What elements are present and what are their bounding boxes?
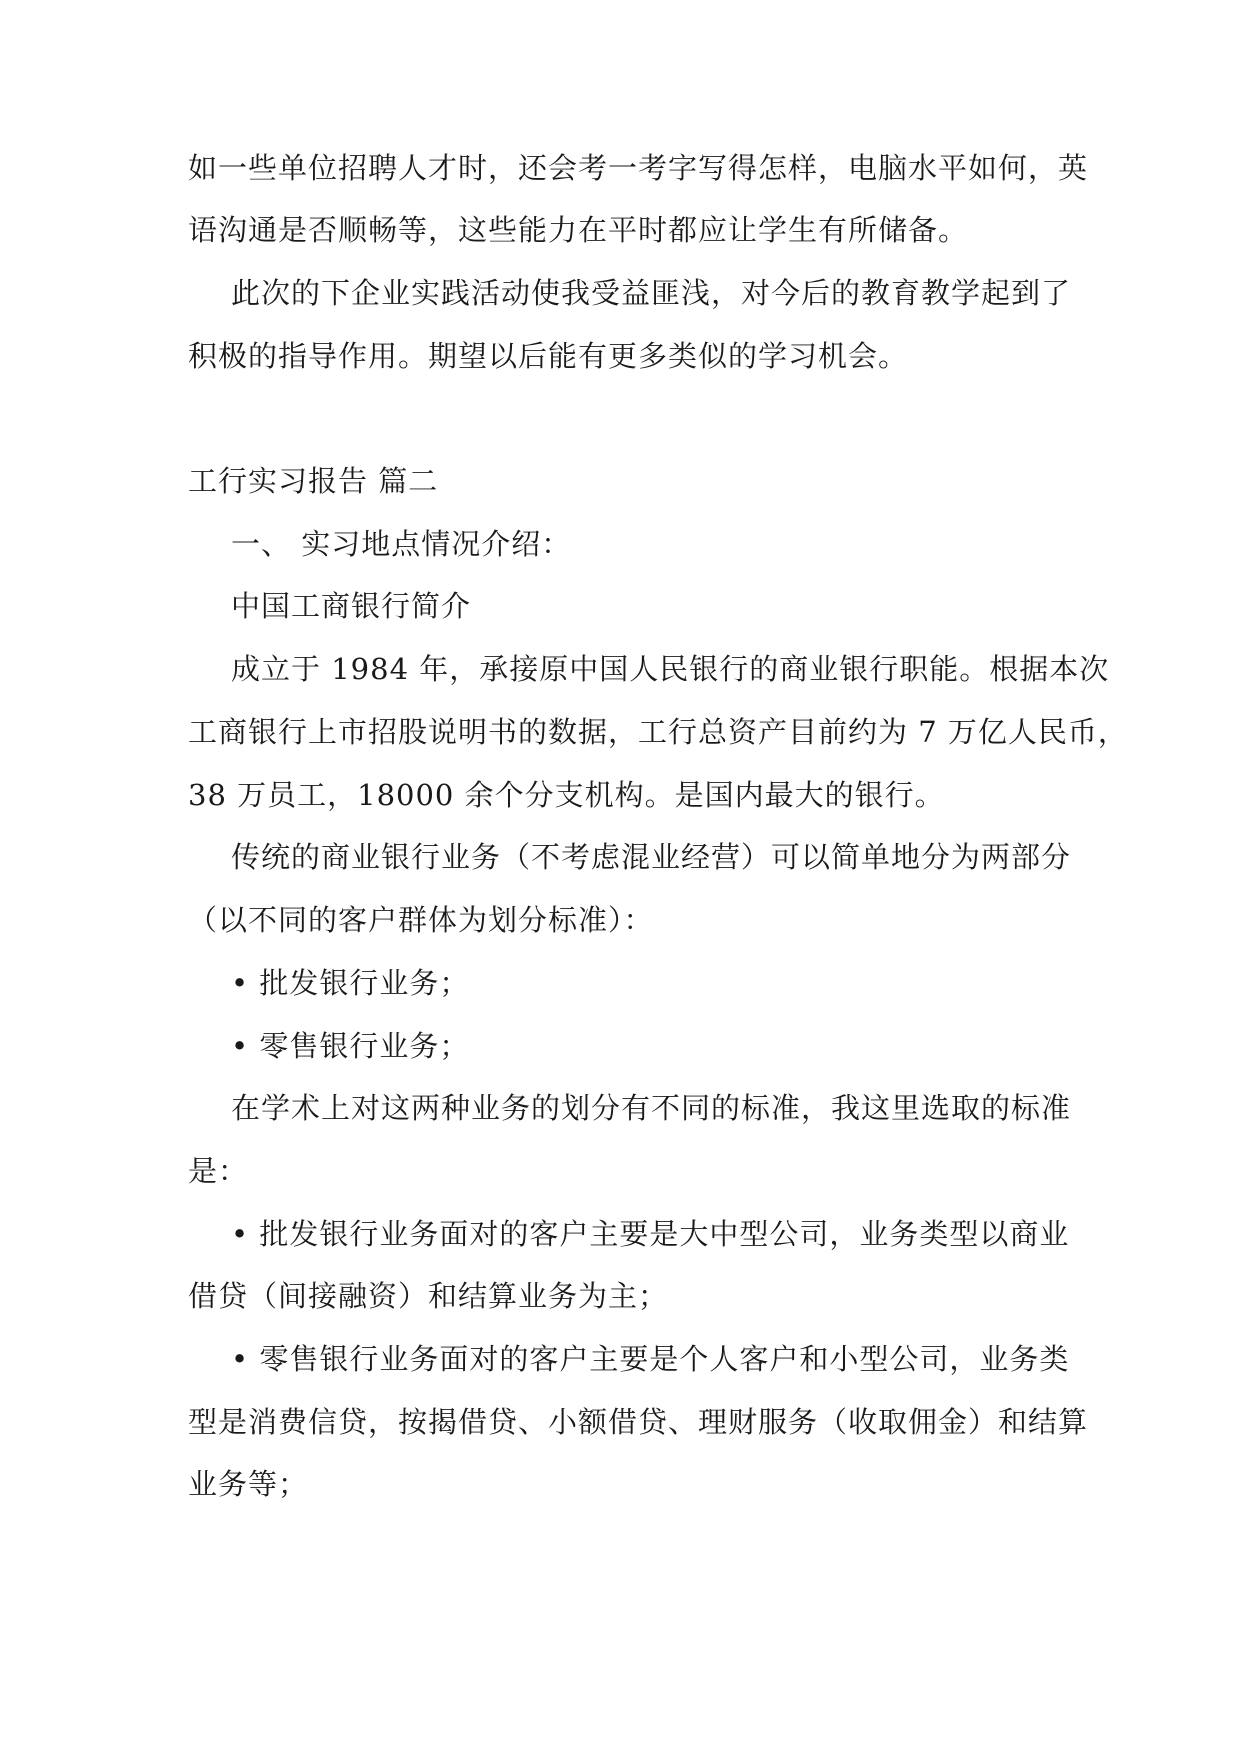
paragraph-line: 型是消费信贷，按揭借贷、小额借贷、理财服务（收取佣金）和结算: [188, 1405, 1089, 1439]
paragraph-line: 借贷（间接融资）和结算业务为主；: [188, 1279, 669, 1313]
subsection-heading: 一、 实习地点情况介绍：: [231, 527, 572, 561]
paragraph-line: 业务等；: [188, 1467, 309, 1501]
paragraph-line: 工商银行上市招股说明书的数据，工行总资产目前约为 7 万亿人民币，: [188, 715, 1128, 749]
paragraph-line: （以不同的客户群体为划分标准）：: [188, 903, 654, 937]
subsection-title: 中国工商银行简介: [231, 589, 472, 623]
paragraph-line: 38 万员工，18000 余个分支机构。是国内最大的银行。: [188, 778, 945, 812]
paragraph-line: 语沟通是否顺畅等，这些能力在平时都应让学生有所储备。: [188, 213, 969, 247]
paragraph-line: 积极的指导作用。期望以后能有更多类似的学习机会。: [188, 339, 909, 373]
paragraph-line: 传统的商业银行业务（不考虑混业经营）可以简单地分为两部分: [231, 840, 1072, 874]
paragraph-line: 是：: [188, 1154, 249, 1188]
paragraph-line: 在学术上对这两种业务的划分有不同的标准，我这里选取的标准: [231, 1091, 1072, 1125]
paragraph-line: 成立于 1984 年，承接原中国人民银行的商业银行职能。根据本次: [231, 652, 1110, 686]
paragraph-line: 此次的下企业实践活动使我受益匪浅，对今后的教育教学起到了: [231, 276, 1072, 310]
paragraph-line: 如一些单位招聘人才时，还会考一考字写得怎样，电脑水平如何，英: [188, 151, 1089, 185]
bullet-item: • 批发银行业务；: [231, 966, 470, 1000]
bullet-item: • 批发银行业务面对的客户主要是大中型公司，业务类型以商业: [231, 1217, 1070, 1251]
bullet-item: • 零售银行业务；: [231, 1029, 470, 1063]
bullet-item: • 零售银行业务面对的客户主要是个人客户和小型公司，业务类: [231, 1342, 1070, 1376]
section-heading: 工行实习报告 篇二: [188, 464, 439, 498]
